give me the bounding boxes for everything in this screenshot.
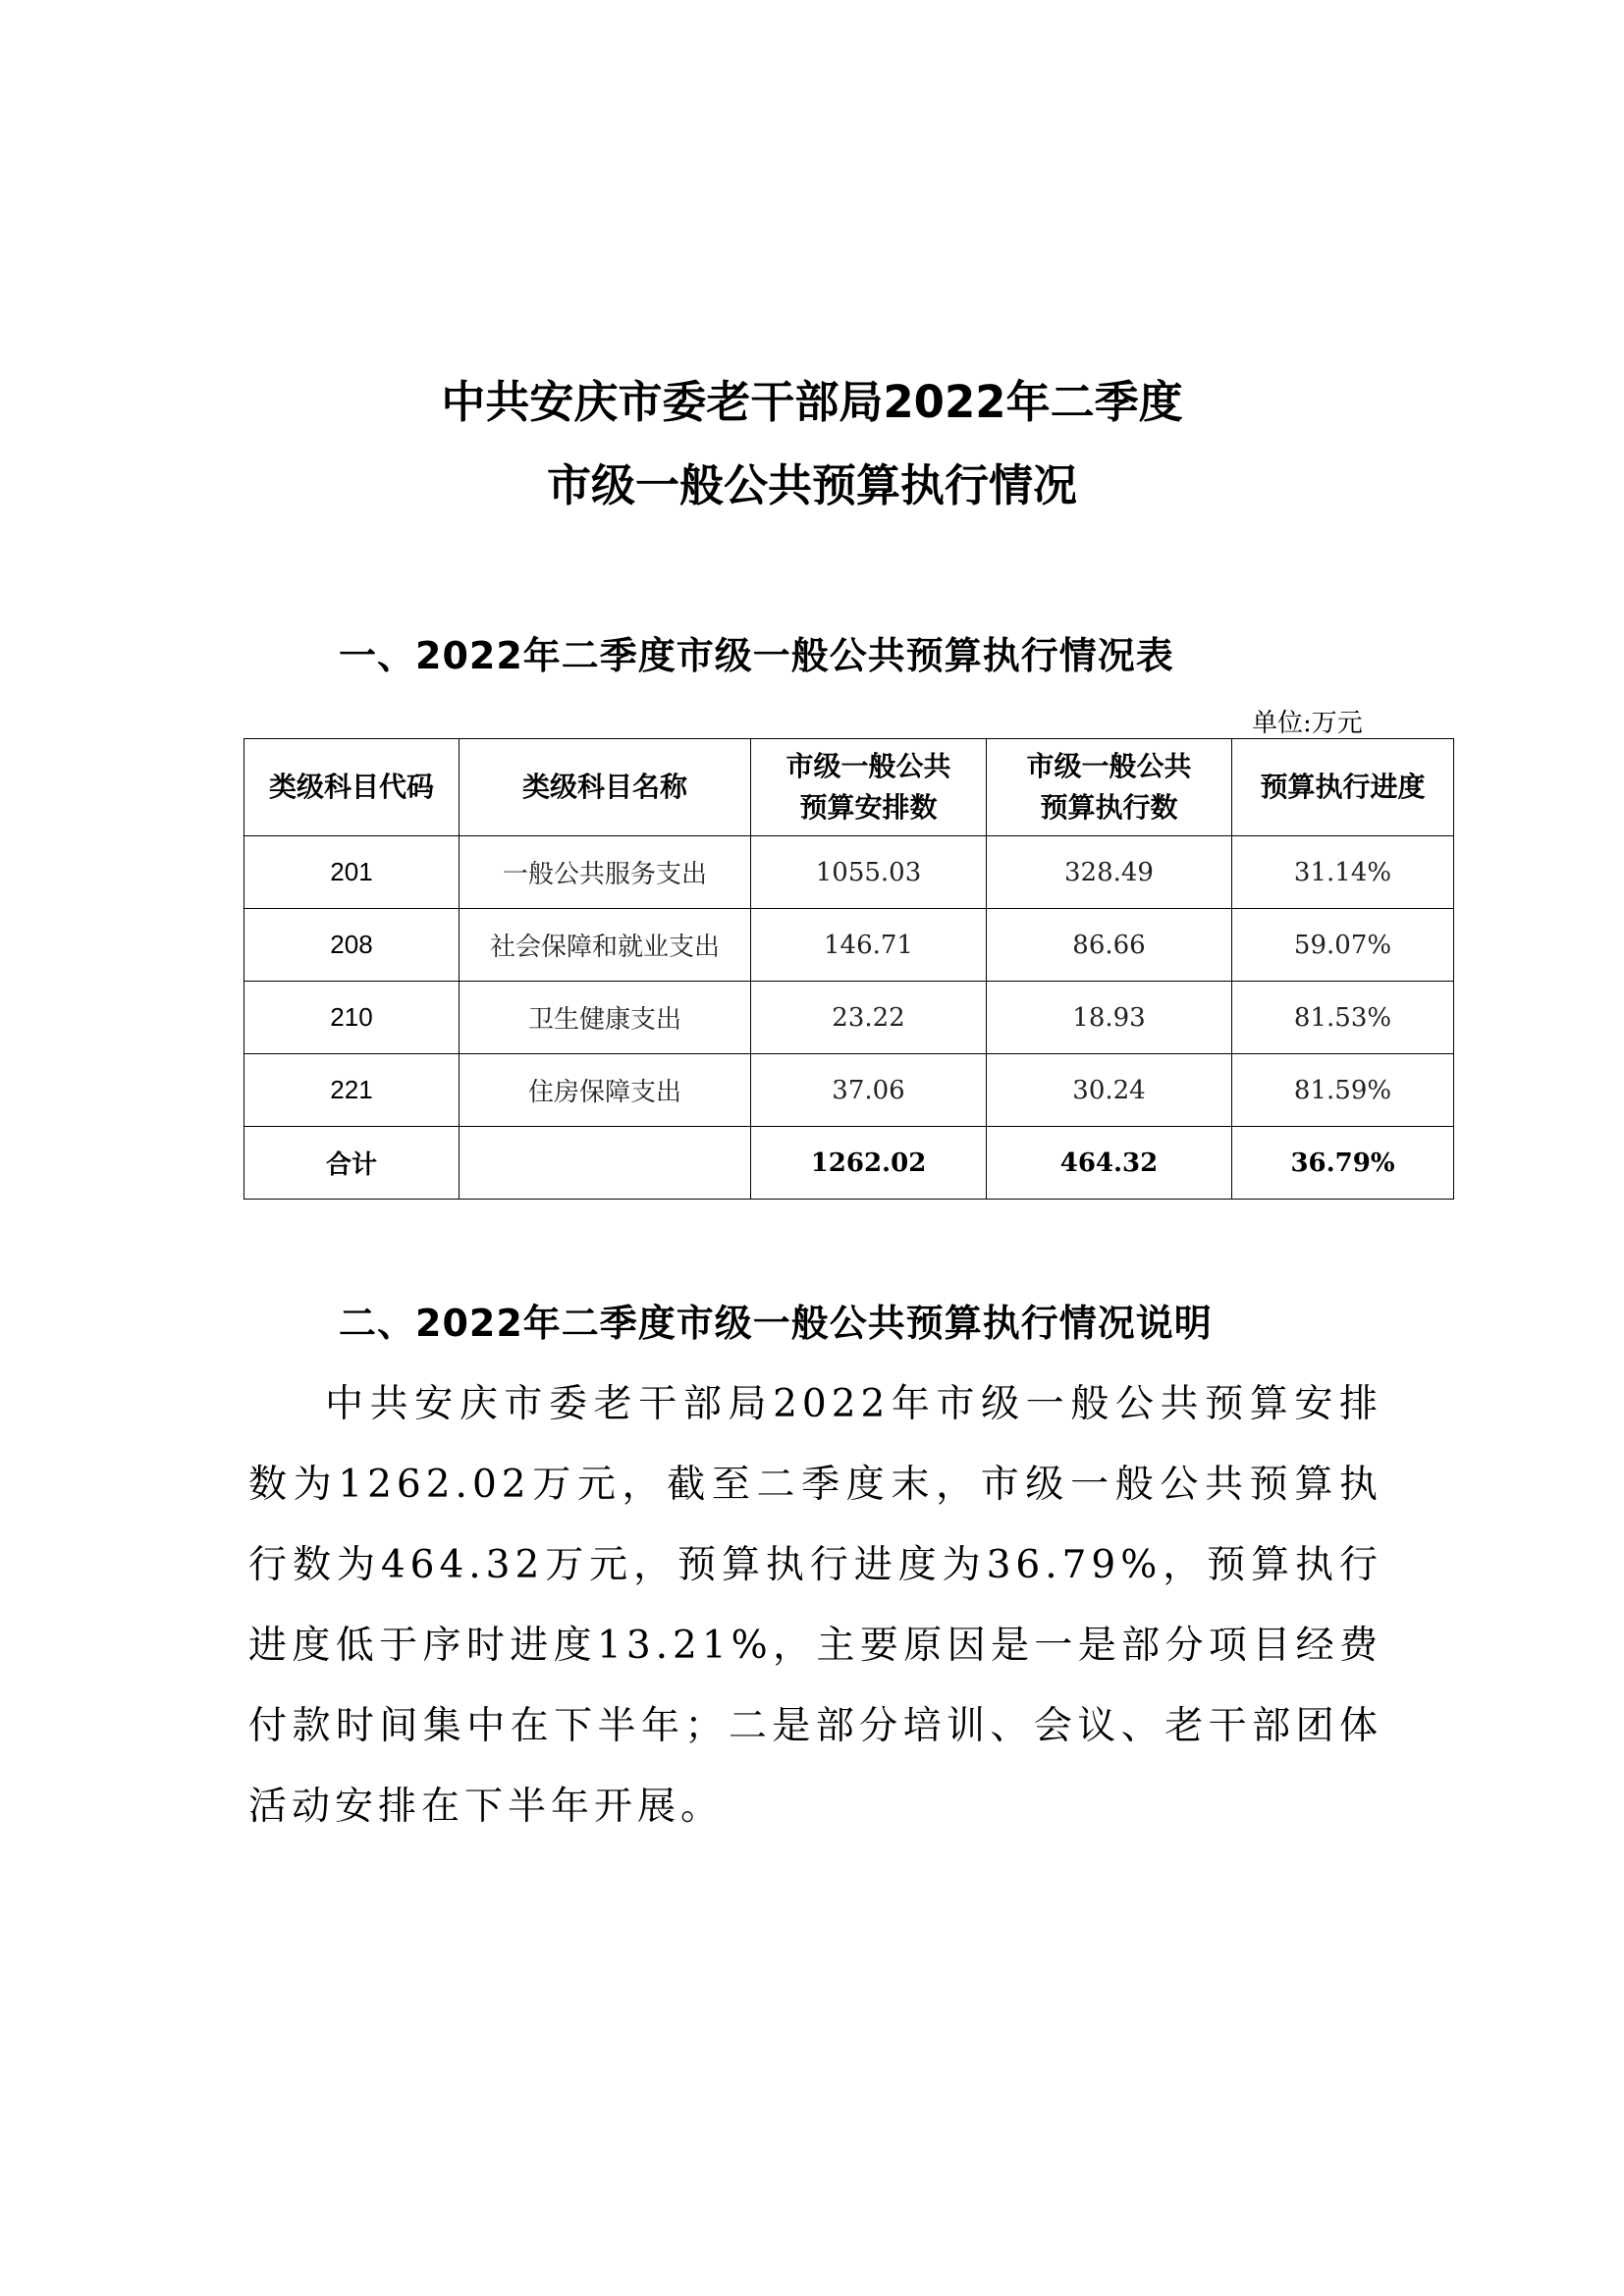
header-code: 类级科目代码 — [244, 739, 460, 836]
table-row — [244, 1054, 1454, 1127]
cell-arranged: 37.06 — [751, 1054, 987, 1127]
section2-heading: 二、2022年二季度市级一般公共预算执行情况说明 — [339, 1302, 1213, 1345]
cell-progress: 59.07% — [1232, 909, 1454, 982]
table-row — [244, 982, 1454, 1054]
cell-code: 210 — [244, 982, 460, 1054]
table-total-row — [244, 1127, 1454, 1200]
table-row — [244, 909, 1454, 982]
header-progress: 预算执行进度 — [1232, 739, 1454, 836]
header-name: 类级科目名称 — [460, 739, 751, 836]
table-header-row — [244, 739, 1454, 836]
budget-table — [244, 738, 1454, 1200]
total-name — [460, 1127, 751, 1200]
cell-progress: 81.59% — [1232, 1054, 1454, 1127]
cell-progress: 81.53% — [1232, 982, 1454, 1054]
cell-name: 卫生健康支出 — [460, 982, 751, 1054]
total-label: 合计 — [244, 1127, 460, 1200]
cell-name: 一般公共服务支出 — [460, 836, 751, 909]
document-title-line2: 市级一般公共预算执行情况 — [546, 459, 1077, 511]
explanation-paragraph: 中共安庆市委老干部局2022年市级一般公共预算安排数为1262.02万元，截至二季度末，市级一般公共预算执行数为464.32万元，预算执行进度为36.79%，预算执行进度低于序时进度13.21%，主要原因是一是部分项目经费付款时间集中在下半年；二是部分培训、会议、老干部团体活动安排在下半年开展。 — [248, 1382, 1382, 1829]
cell-arranged: 23.22 — [751, 982, 987, 1054]
cell-code: 208 — [244, 909, 460, 982]
table-row — [244, 836, 1454, 909]
total-executed: 464.32 — [987, 1127, 1232, 1200]
section1-heading: 一、2022年二季度市级一般公共预算执行情况表 — [339, 634, 1174, 677]
document-title-line1: 中共安庆市委老干部局2022年二季度 — [441, 376, 1183, 428]
cell-arranged: 146.71 — [751, 909, 987, 982]
cell-executed: 328.49 — [987, 836, 1232, 909]
header-executed: 市级一般公共 预算执行数 — [987, 739, 1232, 836]
cell-code: 201 — [244, 836, 460, 909]
cell-executed: 18.93 — [987, 982, 1232, 1054]
cell-name: 住房保障支出 — [460, 1054, 751, 1127]
cell-executed: 86.66 — [987, 909, 1232, 982]
cell-arranged: 1055.03 — [751, 836, 987, 909]
total-progress: 36.79% — [1232, 1127, 1454, 1200]
total-arranged: 1262.02 — [751, 1127, 987, 1200]
cell-executed: 30.24 — [987, 1054, 1232, 1127]
header-arranged: 市级一般公共 预算安排数 — [751, 739, 987, 836]
cell-name: 社会保障和就业支出 — [460, 909, 751, 982]
unit-label: 单位:万元 — [1252, 709, 1363, 738]
cell-code: 221 — [244, 1054, 460, 1127]
cell-progress: 31.14% — [1232, 836, 1454, 909]
